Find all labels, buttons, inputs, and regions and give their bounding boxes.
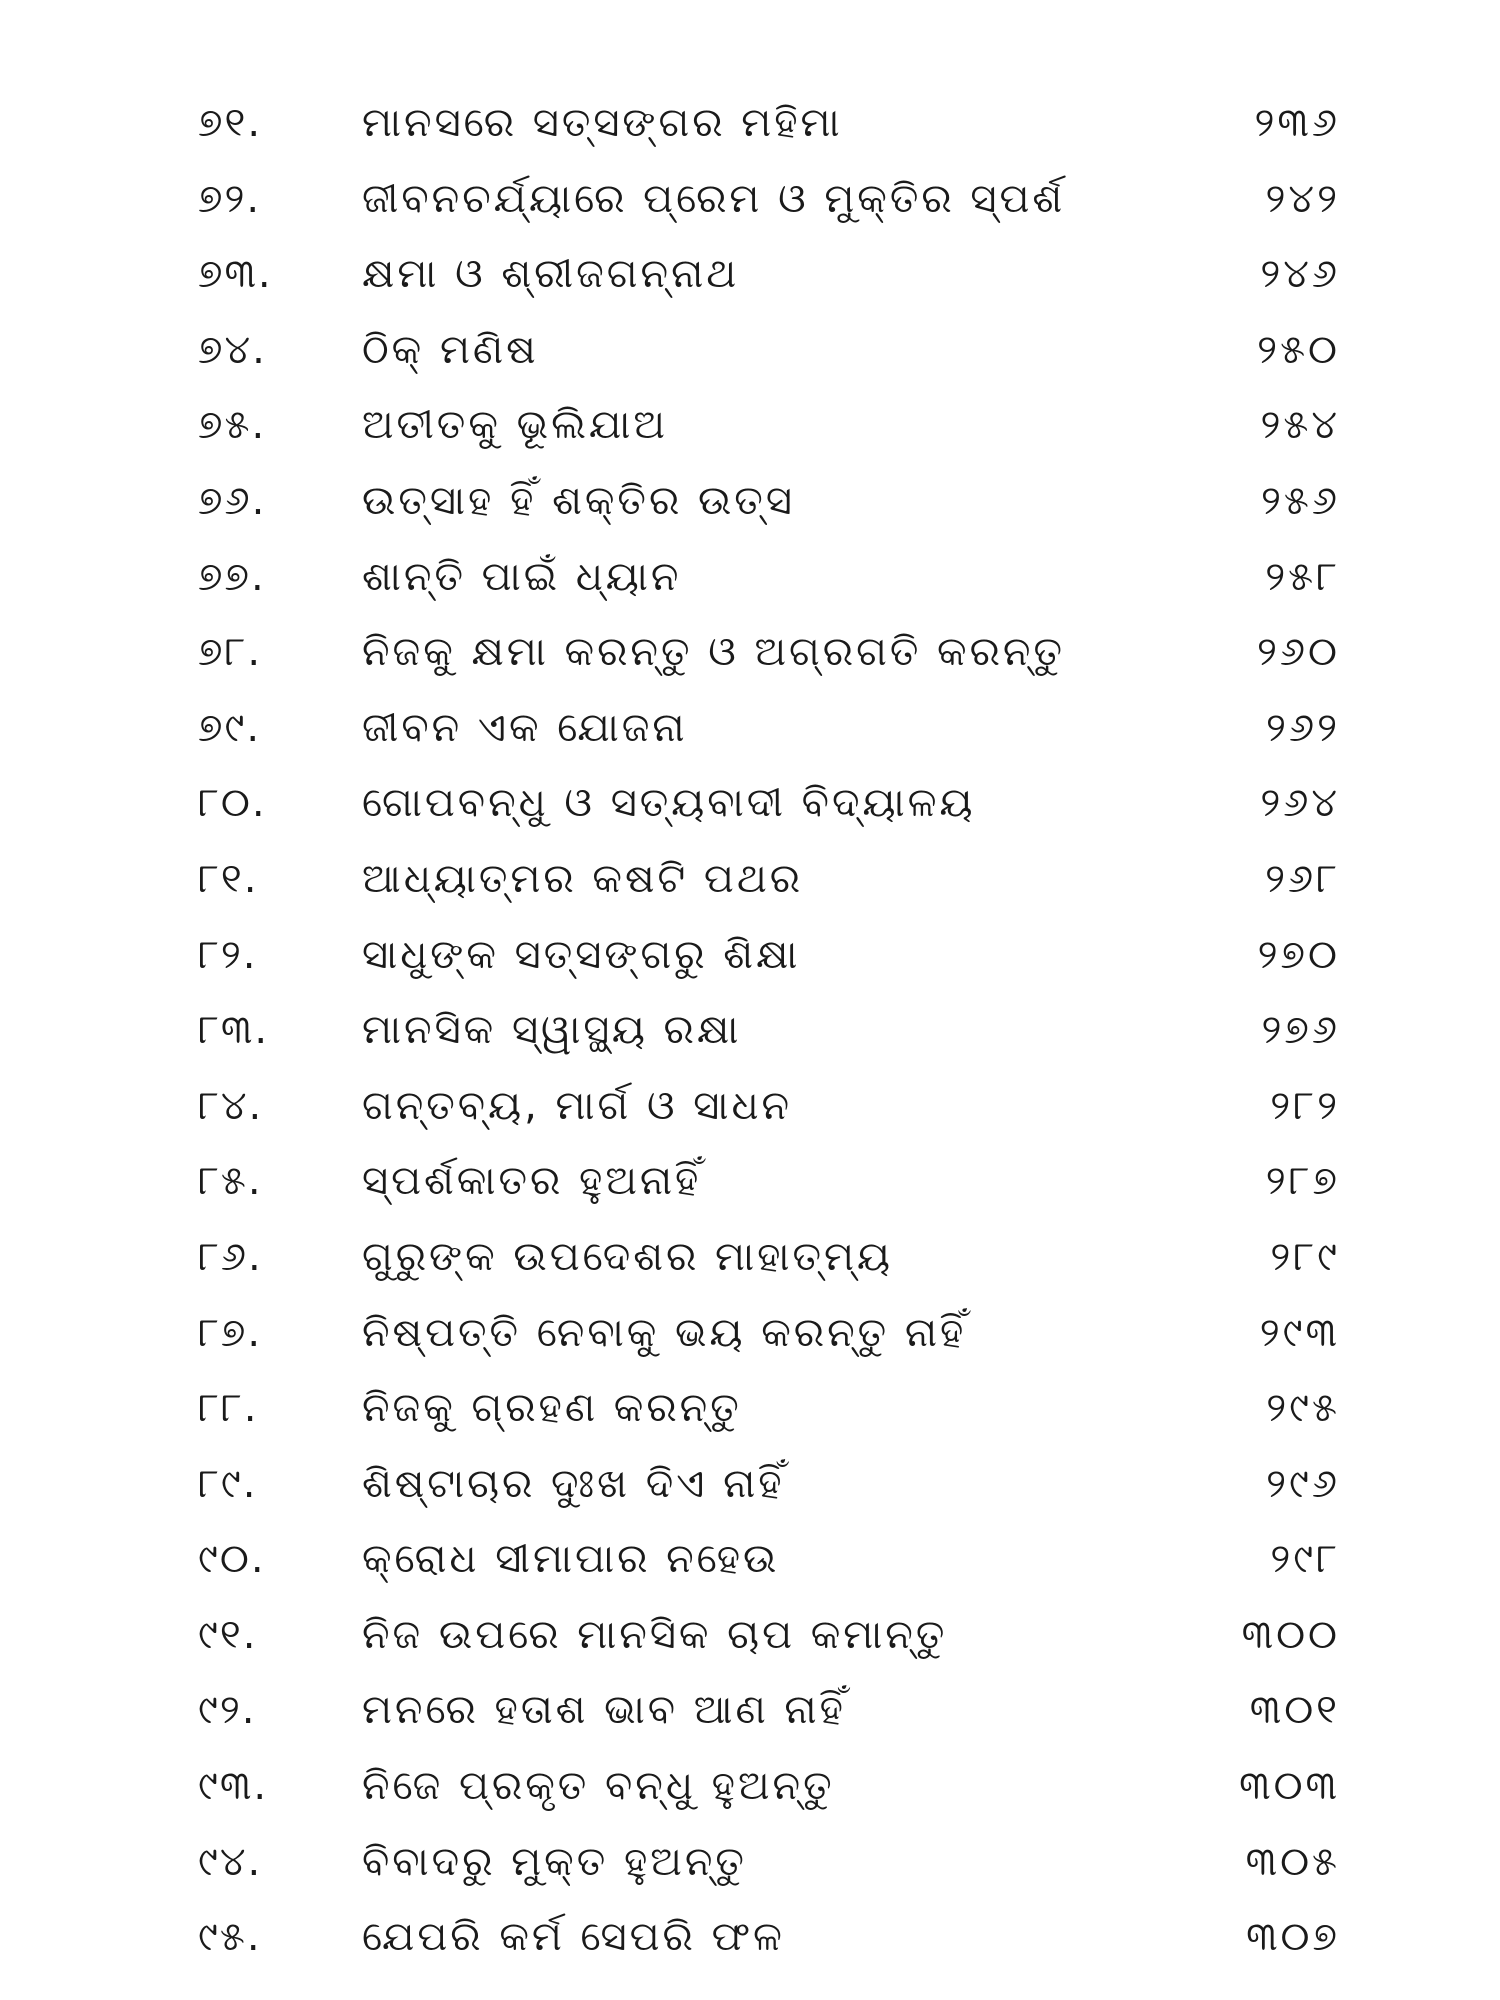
page-number: ୨୮୯: [1270, 1233, 1340, 1280]
chapter-number: ୮୧.: [198, 855, 259, 902]
chapter-title: ଗୋପବନ୍ଧୁ ଓ ସତ୍ୟବାଦୀ ବିଦ୍ୟାଳୟ: [362, 780, 976, 827]
page-number: ୨୯୩: [1259, 1309, 1340, 1356]
page-number: ୨୫୬: [1261, 477, 1340, 524]
chapter-title: କ୍ରୋଧ ସୀମାପାର ନହେଉ: [362, 1536, 780, 1583]
page-number: ୩୦୭: [1246, 1914, 1340, 1961]
chapter-title: ସ୍ପର୍ଶକାତର ହୁଅନାହିଁ: [362, 1158, 702, 1205]
toc-row: [0, 1454, 1500, 1530]
toc-row: [0, 622, 1500, 698]
chapter-title: ଶାନ୍ତି ପାଇଁ ଧ୍ୟାନ: [362, 553, 682, 600]
toc-row: [0, 1832, 1500, 1908]
page-number: ୨୬୮: [1265, 855, 1340, 902]
toc-row: [0, 547, 1500, 623]
chapter-title: ମାନସରେ ସତ୍‌ସଙ୍ଗର ମହିମା: [362, 100, 843, 146]
chapter-title: ଜୀବନଚର୍ଯ୍ୟାରେ ପ୍ରେମ ଓ ମୁକ୍ତିର ସ୍ପର୍ଶ: [362, 175, 1066, 222]
chapter-title: ଠିକ୍ ମଣିଷ: [362, 326, 539, 373]
chapter-title: ଅତୀତକୁ ଭୂଲିଯାଅ: [362, 402, 668, 449]
chapter-title: ସାଧୁଙ୍କ ସତ୍‌ସଙ୍ଗରୁ ଶିକ୍ଷା: [362, 931, 801, 978]
chapter-number: ୯୨.: [198, 1687, 257, 1734]
toc-row: [0, 93, 1500, 169]
chapter-number: ୭୭.: [198, 553, 266, 600]
page-number: ୨୬୨: [1266, 704, 1340, 751]
page-number: ୨୮୨: [1270, 1082, 1340, 1129]
chapter-number: ୭୯.: [198, 704, 262, 751]
chapter-title: ନିଜକୁ ଗ୍ରହଣ କରନ୍ତୁ: [362, 1385, 742, 1432]
chapter-title: ମନରେ ହତାଶ ଭାବ ଆଣ ନାହିଁ: [362, 1687, 846, 1734]
chapter-number: ୭୨.: [198, 175, 262, 222]
chapter-title: ଉତ୍ସାହ ହିଁ ଶକ୍ତିର ଉତ୍ସ: [362, 477, 795, 524]
chapter-number: ୯୦.: [198, 1536, 266, 1583]
page-number: ୩୦୩: [1239, 1763, 1340, 1810]
page-number: ୨୫୪: [1260, 402, 1340, 449]
toc-row: [0, 169, 1500, 245]
toc-row: [0, 849, 1500, 925]
page-number: ୩୦୦: [1241, 1611, 1340, 1658]
chapter-number: ୮୦.: [198, 780, 267, 827]
chapter-title: ବିବାଦରୁ ମୁକ୍ତ ହୁଅନ୍ତୁ: [362, 1838, 747, 1885]
chapter-title: ଯେପରି କର୍ମ ସେପରି ଫଳ: [362, 1914, 785, 1961]
toc-row: [0, 1680, 1500, 1756]
toc-row: [0, 925, 1500, 1001]
chapter-title: ଗୁରୁଙ୍କ ଉପଦେଶର ମାହାତ୍ମ୍ୟ: [362, 1233, 893, 1280]
toc-row: [0, 471, 1500, 547]
page-number: ୨୪୬: [1260, 251, 1340, 298]
page-number: ୨୮୭: [1265, 1158, 1340, 1205]
toc-row: [0, 1529, 1500, 1605]
chapter-title: ନିଷ୍ପତ୍ତି ନେବାକୁ ଭୟ କରନ୍ତୁ ନାହିଁ: [362, 1309, 967, 1356]
toc-row: [0, 1605, 1500, 1681]
toc-row: [0, 1076, 1500, 1152]
chapter-title: ଶିଷ୍ଟାଚାର ଦୁଃଖ ଦିଏ ନାହିଁ: [362, 1460, 785, 1507]
chapter-number: ୯୫.: [198, 1914, 262, 1961]
page-number: ୨୭୦: [1257, 931, 1340, 978]
table-of-contents: [0, 93, 1500, 1983]
chapter-number: ୭୧.: [198, 100, 263, 146]
page-number: ୨୬୪: [1260, 780, 1340, 827]
chapter-number: ୯୩.: [198, 1763, 269, 1810]
chapter-title: ନିଜ ଉପରେ ମାନସିକ ଚାପ କମାନ୍ତୁ: [362, 1611, 948, 1658]
toc-row: [0, 1907, 1500, 1983]
chapter-number: ୭୪.: [198, 326, 267, 373]
chapter-title: ଆଧ୍ୟାତ୍ମର କଷଟି ପଥର: [362, 855, 804, 902]
page-number: ୩୦୫: [1245, 1838, 1340, 1885]
toc-row: [0, 395, 1500, 471]
chapter-number: ୮୭.: [198, 1309, 263, 1356]
chapter-title: ନିଜକୁ କ୍ଷମା କରନ୍ତୁ ଓ ଅଗ୍ରଗତି କରନ୍ତୁ: [362, 629, 1066, 676]
chapter-number: ୭୩.: [198, 251, 273, 298]
chapter-number: ୭୫.: [198, 402, 267, 449]
toc-row: [0, 773, 1500, 849]
chapter-number: ୮୮.: [198, 1385, 259, 1432]
chapter-title: ନିଜେ ପ୍ରକୃତ ବନ୍ଧୁ ହୁଅନ୍ତୁ: [362, 1763, 835, 1810]
toc-row: [0, 1227, 1500, 1303]
toc-row: [0, 1378, 1500, 1454]
toc-row: [0, 1151, 1500, 1227]
chapter-number: ୯୧.: [198, 1611, 258, 1658]
toc-row: [0, 1303, 1500, 1379]
toc-row: [0, 320, 1500, 396]
toc-row: [0, 1000, 1500, 1076]
toc-row: [0, 244, 1500, 320]
chapter-number: ୭୬.: [198, 477, 267, 524]
page-number: ୨୪୨: [1265, 175, 1340, 222]
chapter-title: ମାନସିକ ସ୍ୱାସ୍ଥ୍ୟ ରକ୍ଷା: [362, 1007, 742, 1054]
page-number: ୩୦୧: [1249, 1687, 1340, 1734]
page-number: ୨୯୮: [1270, 1536, 1340, 1583]
chapter-title: ଗନ୍ତବ୍ୟ, ମାର୍ଗ ଓ ସାଧନ: [362, 1082, 793, 1129]
page-number: ୨୭୬: [1261, 1007, 1340, 1054]
chapter-number: ୮୬.: [198, 1233, 263, 1280]
chapter-number: ୮୨.: [198, 931, 258, 978]
toc-row: [0, 698, 1500, 774]
page-number: ୨୯୫: [1266, 1385, 1340, 1432]
chapter-title: ଜୀବନ ଏକ ଯୋଜନା: [362, 704, 688, 751]
chapter-number: ୯୪.: [198, 1838, 263, 1885]
page-number: ୨୬୦: [1257, 629, 1340, 676]
chapter-number: ୮୩.: [198, 1007, 270, 1054]
chapter-title: କ୍ଷମା ଓ ଶ୍ରୀଜଗନ୍ନାଥ: [362, 251, 740, 298]
page-number: ୨୯୬: [1266, 1460, 1340, 1507]
page-number: ୨୩୬: [1254, 100, 1340, 146]
page-number: ୨୫୦: [1257, 326, 1340, 373]
chapter-number: ୮୫.: [198, 1158, 263, 1205]
chapter-number: ୮୪.: [198, 1082, 264, 1129]
page-number: ୨୫୮: [1265, 553, 1340, 600]
toc-row: [0, 1756, 1500, 1832]
chapter-number: ୭୮.: [198, 629, 263, 676]
chapter-number: ୮୯.: [198, 1460, 258, 1507]
